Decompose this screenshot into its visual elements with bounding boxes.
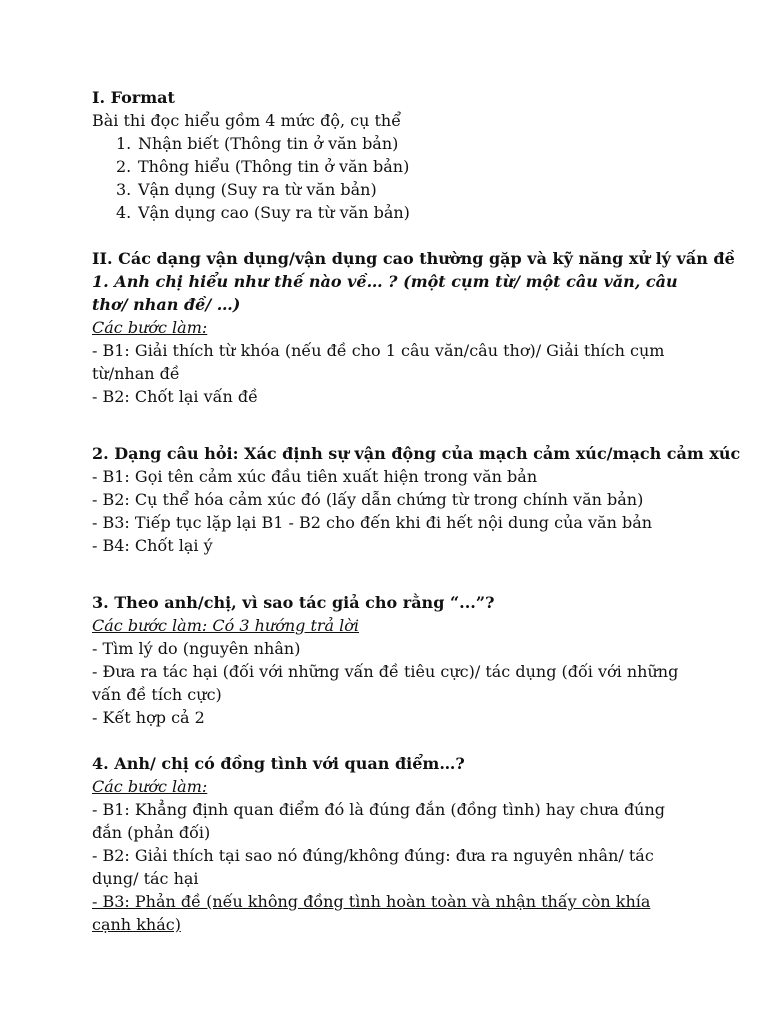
list-item: 4. Vận dụng cao (Suy ra từ văn bản): [116, 203, 410, 222]
section2-heading: II. Các dạng vận dụng/vận dụng cao thường gặp và kỹ năng xử lý vấn đề: [92, 249, 735, 268]
q1-steps-label: Các bước làm:: [92, 318, 208, 337]
list-item: 2. Thông hiểu (Thông tin ở văn bản): [116, 157, 410, 176]
q3-step-1: - Tìm lý do (nguyên nhân): [92, 639, 301, 658]
document-page: [92, 86, 741, 936]
q3-step-3: - Kết hợp cả 2: [92, 708, 205, 727]
levels-list: [92, 132, 692, 224]
q3-steps-label: Các bước làm: Có 3 hướng trả lời: [92, 616, 360, 635]
list-item: 3. Vận dụng (Suy ra từ văn bản): [116, 180, 377, 199]
section1-heading: I. Format: [92, 88, 175, 107]
q4-step-3: - B3: Phản đề (nếu không đồng tình hoàn toàn và nhận thấy còn khía cạnh khác): [92, 892, 651, 934]
q2-title: 2. Dạng câu hỏi: Xác định sự vận động của mạch cảm xúc/mạch cảm xúc: [92, 444, 741, 463]
q1-title: 1. Anh chị hiểu như thế nào về… ? (một cụm từ/ một câu văn, câu thơ/ nhan đề/ …): [92, 272, 678, 314]
section1-intro: Bài thi đọc hiểu gồm 4 mức độ, cụ thể: [92, 111, 402, 130]
q4-title: 4. Anh/ chị có đồng tình với quan điểm…?: [92, 754, 465, 773]
q1-step-2: - B2: Chốt lại vấn đề: [92, 387, 258, 406]
q2-step-4: - B4: Chốt lại ý: [92, 536, 213, 555]
q2-step-3: - B3: Tiếp tục lặp lại B1 - B2 cho đến khi đi hết nội dung của văn bản: [92, 513, 653, 532]
q1-step-1: - B1: Giải thích từ khóa (nếu đề cho 1 câu văn/câu thơ)/ Giải thích cụm từ/nhan đề: [92, 341, 665, 383]
q3-title: 3. Theo anh/chị, vì sao tác giả cho rằng “...”?: [92, 593, 495, 612]
list-item: 1. Nhận biết (Thông tin ở văn bản): [116, 134, 399, 153]
q4-steps-label: Các bước làm:: [92, 777, 208, 796]
q3-step-2: - Đưa ra tác hại (đối với những vấn đề tiêu cực)/ tác dụng (đối với những vấn đề tích cực): [92, 662, 679, 704]
q4-step-1: - B1: Khẳng định quan điểm đó là đúng đắn (đồng tình) hay chưa đúng đắn (phản đối): [92, 800, 666, 842]
q2-step-1: - B1: Gọi tên cảm xúc đầu tiên xuất hiện trong văn bản: [92, 467, 538, 486]
q4-step-2: - B2: Giải thích tại sao nó đúng/không đúng: đưa ra nguyên nhân/ tác dụng/ tác hại: [92, 846, 654, 888]
q2-step-2: - B2: Cụ thể hóa cảm xúc đó (lấy dẫn chứng từ trong chính văn bản): [92, 490, 644, 509]
